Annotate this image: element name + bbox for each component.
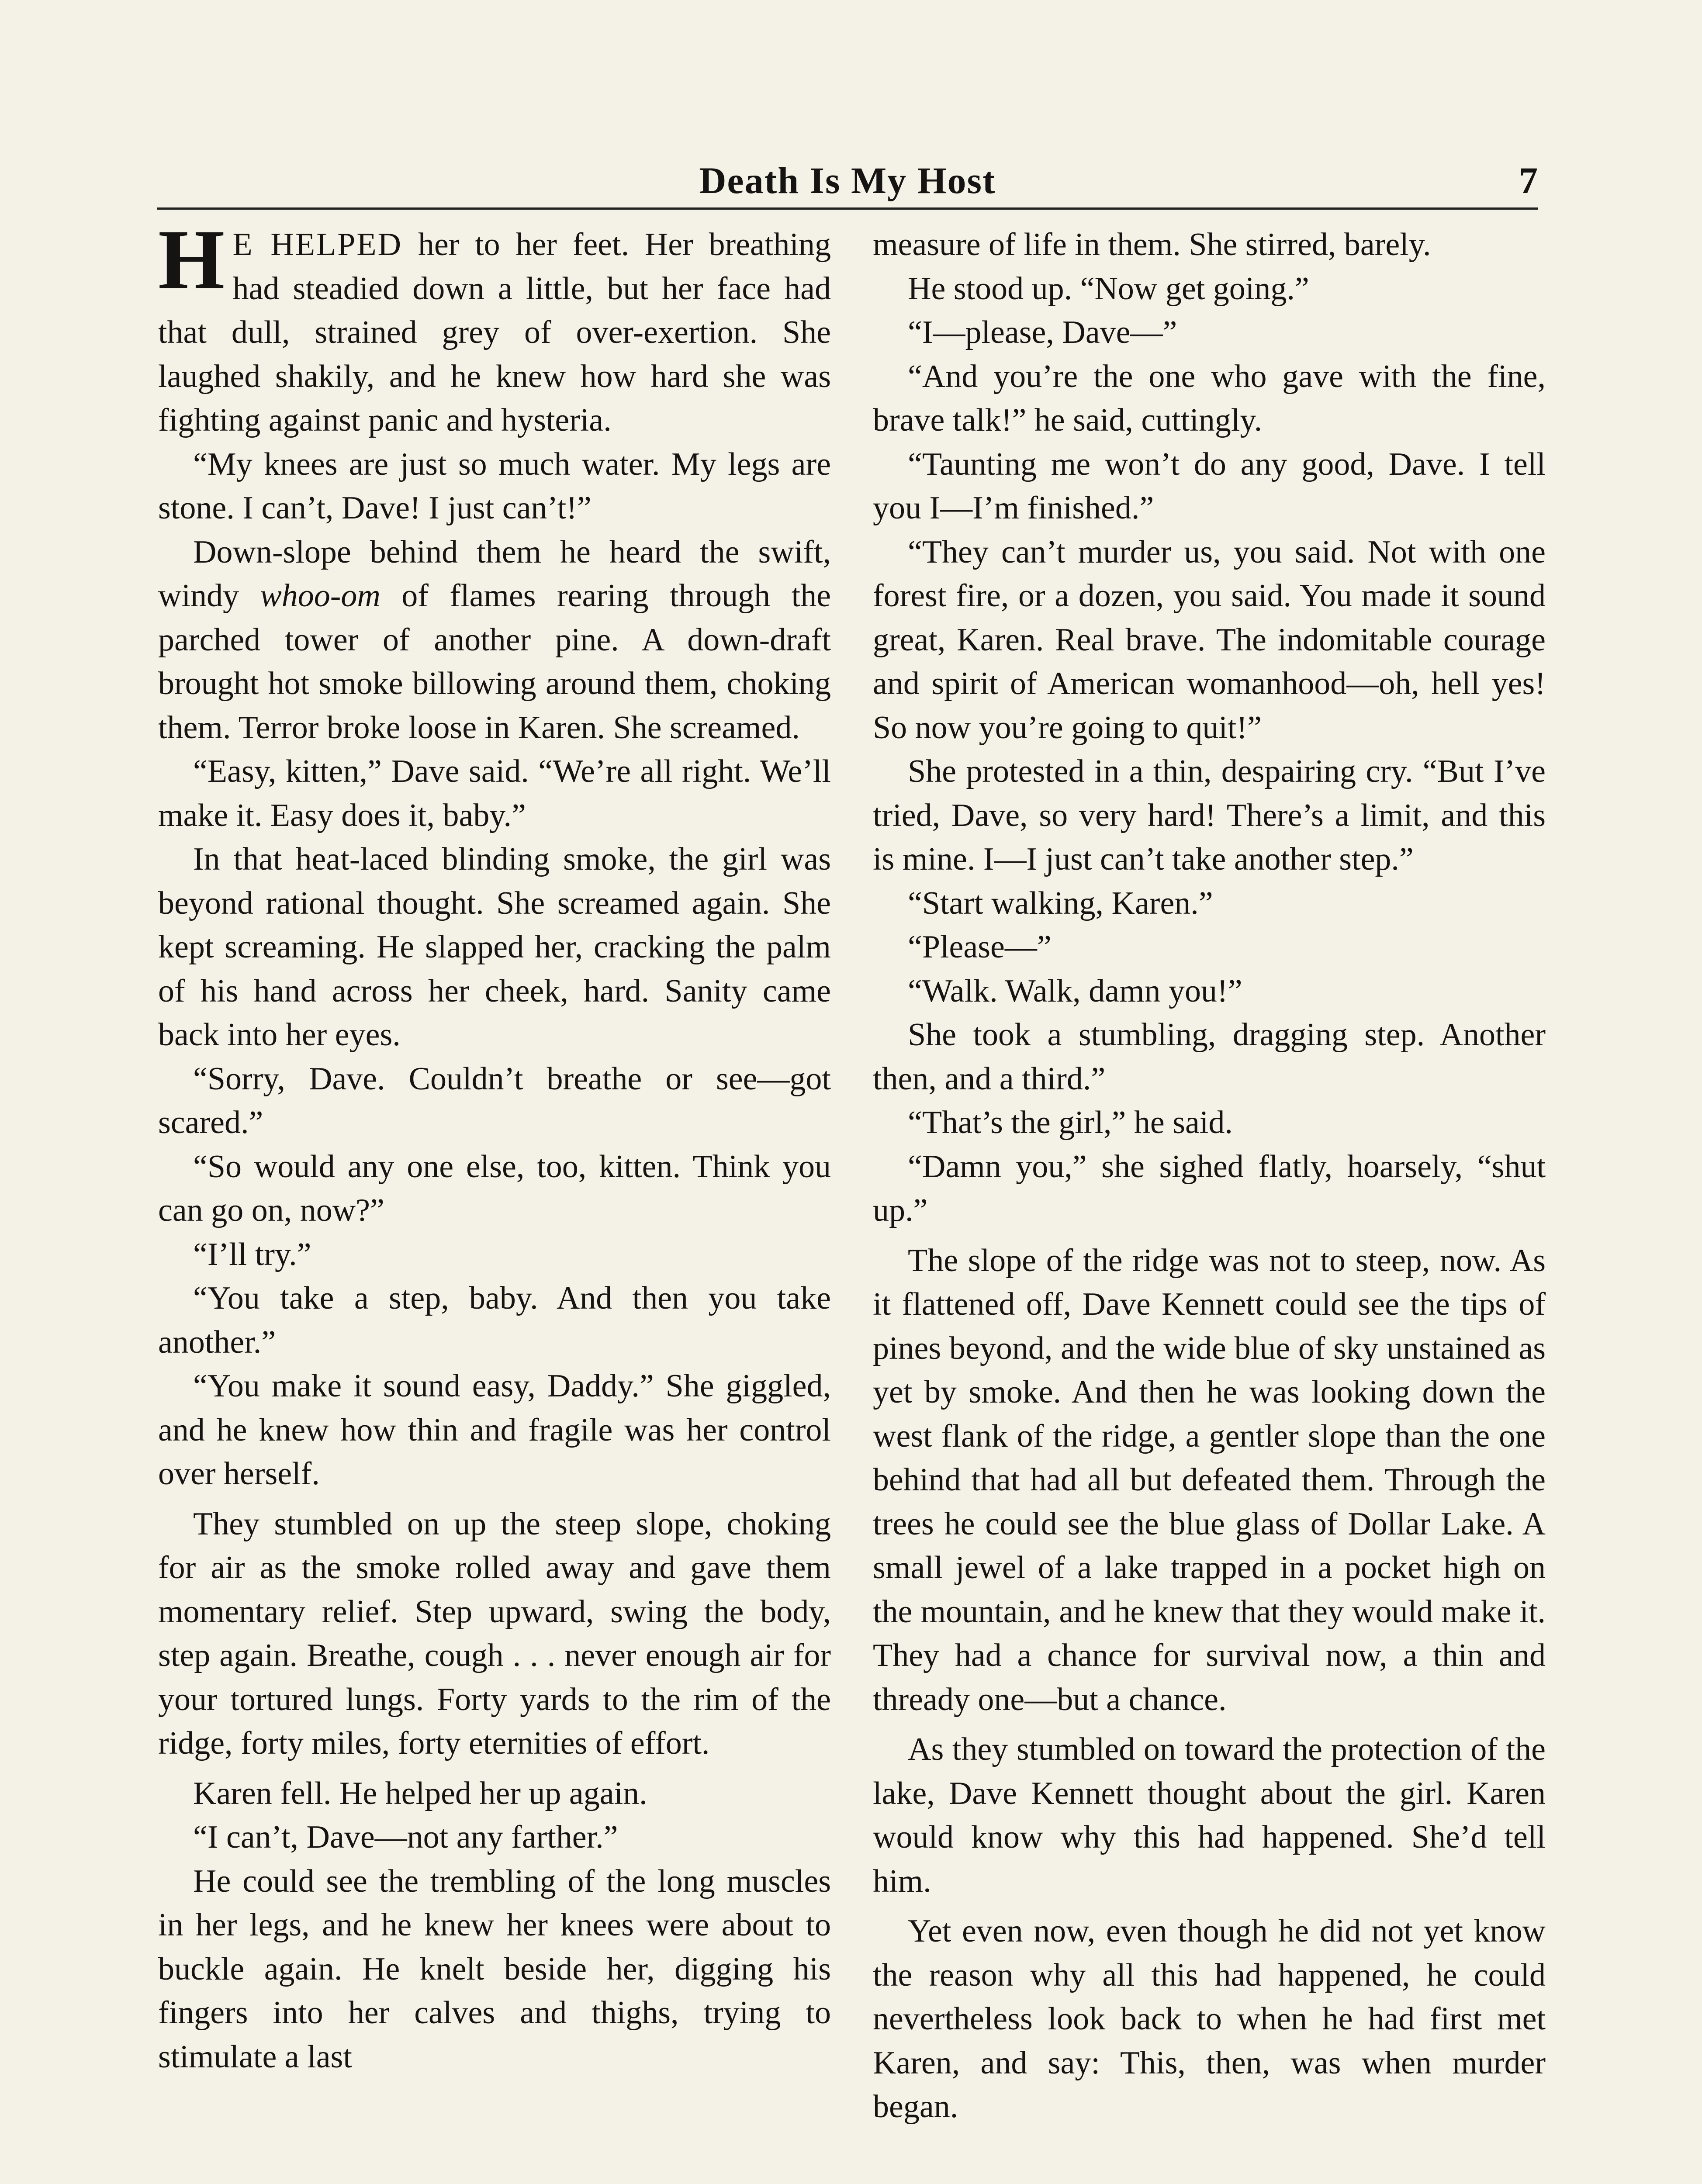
- paragraph: “Taunting me won’t do any good, Dave. I tell you I—I’m finished.”: [873, 446, 1546, 526]
- paragraph: “My knees are just so much water. My legs are stone. I can’t, Dave! I just can’t!”: [158, 446, 831, 526]
- paragraph: “They can’t murder us, you said. Not with one forest fire, or a dozen, you said. You made it sound great, Karen. Real brave. The indomitable courage and spirit of American womanhood—oh, hell yes! So now you’re going to quit!”: [873, 534, 1546, 746]
- paragraph: She protested in a thin, despairing cry. “But I’ve tried, Dave, so very hard! There’s a limit, and this is mine. I—I just can’t take another step.”: [873, 753, 1546, 877]
- paragraph: She took a stumbling, dragging step. Another then, and a third.”: [873, 1017, 1546, 1097]
- paragraph-text: her to her feet. Her breathing had steadied down a little, but her face had that dull, strained grey of over-exertion. She laughed shakily, and he knew how hard she was fighting against panic and hysteria.: [158, 227, 831, 438]
- emphasis-text: whoo-om: [260, 578, 381, 614]
- paragraph: “And you’re the one who gave with the fine, brave talk!” he said, cuttingly.: [873, 358, 1546, 438]
- paragraph: They stumbled on up the steep slope, choking for air as the smoke rolled away and gave them momentary relief. Step upward, swing the body, step again. Breathe, cough . . . never enough air for your tortured lungs. Forty yards to the rim of the ridge, forty miles, forty eternities of effort.: [158, 1506, 831, 1761]
- paragraph: As they stumbled on toward the protection of the lake, Dave Kennett thought about the girl. Karen would know why this had happened. She’d tell him.: [873, 1731, 1546, 1899]
- paragraph: “So would any one else, too, kitten. Think you can go on, now?”: [158, 1148, 831, 1228]
- paragraph: “Sorry, Dave. Couldn’t breathe or see—got scared.”: [158, 1061, 831, 1140]
- paragraph-text: Down-slope behind them he heard the swift, windy: [158, 534, 831, 614]
- running-title: Death Is My Host: [699, 159, 996, 201]
- paragraph: “Start walking, Karen.”: [908, 885, 1213, 921]
- page-number: 7: [1519, 159, 1538, 201]
- paragraph: In that heat-laced blinding smoke, the girl was beyond rational thought. She screamed again. She kept screaming. He slapped her, cracking the palm of his hand across her cheek, hard. Sanity came back into her eyes.: [158, 841, 831, 1053]
- paragraph: [158, 212, 831, 442]
- paragraph: Yet even now, even though he did not yet know the reason why all this had happened, he could nevertheless look back to when he had first met Karen, and say: This, then, was when murder began.: [873, 1913, 1546, 2125]
- left-column: [158, 212, 831, 2079]
- paragraph: “Easy, kitten,” Dave said. “We’re all right. We’ll make it. Easy does it, baby.”: [158, 753, 831, 833]
- paragraph: The slope of the ridge was not to steep, now. As it flattened off, Dave Kennett could see the tips of pines beyond, and the wide blue of sky unstained as yet by smoke. And then he was looking down the west flank of the ridge, a gentler slope than the one behind that had all but defeated them. Through the trees he could see the blue glass of Dollar Lake. A small jewel of a lake trapped in a pocket high on the mountain, and he knew that they would make it. They had a chance for survival now, a thin and thready one—but a chance.: [873, 1242, 1546, 1717]
- right-column: [873, 223, 1546, 2129]
- paragraph: “You make it sound easy, Daddy.” She giggled, and he knew how thin and fragile was her control over herself.: [158, 1368, 831, 1492]
- page-header: [157, 155, 1538, 210]
- paragraph: Karen fell. He helped her up again.: [193, 1775, 647, 1811]
- paragraph: “I’ll try.”: [193, 1236, 311, 1272]
- paragraph: “That’s the girl,” he said.: [908, 1105, 1233, 1140]
- paragraph: “Please—”: [908, 929, 1052, 965]
- paragraph: “You take a step, baby. And then you take another.”: [158, 1280, 831, 1360]
- paragraph: measure of life in them. She stirred, barely.: [873, 227, 1431, 263]
- paragraph: [158, 530, 831, 750]
- paragraph: He stood up. “Now get going.”: [908, 270, 1309, 307]
- paragraph: “I—please, Dave—”: [908, 314, 1177, 350]
- paragraph-text: of flames rearing through the parched tower of another pine. A down-draft brought hot smoke billowing around them, choking them. Terror broke loose in Karen. She screamed.: [158, 578, 831, 746]
- drop-cap: H: [158, 212, 225, 307]
- paragraph: “Damn you,” she sighed flatly, hoarsely, “shut up.”: [873, 1148, 1546, 1228]
- paragraph: “Walk. Walk, damn you!”: [908, 973, 1242, 1009]
- paragraph: He could see the trembling of the long muscles in her legs, and he knew her knees were about to buckle again. He knelt beside her, digging his fingers into her calves and thighs, trying to stimulate a last: [158, 1863, 831, 2075]
- paragraph: “I can’t, Dave—not any farther.”: [193, 1819, 618, 1855]
- lead-caps: E HELPED: [232, 227, 403, 263]
